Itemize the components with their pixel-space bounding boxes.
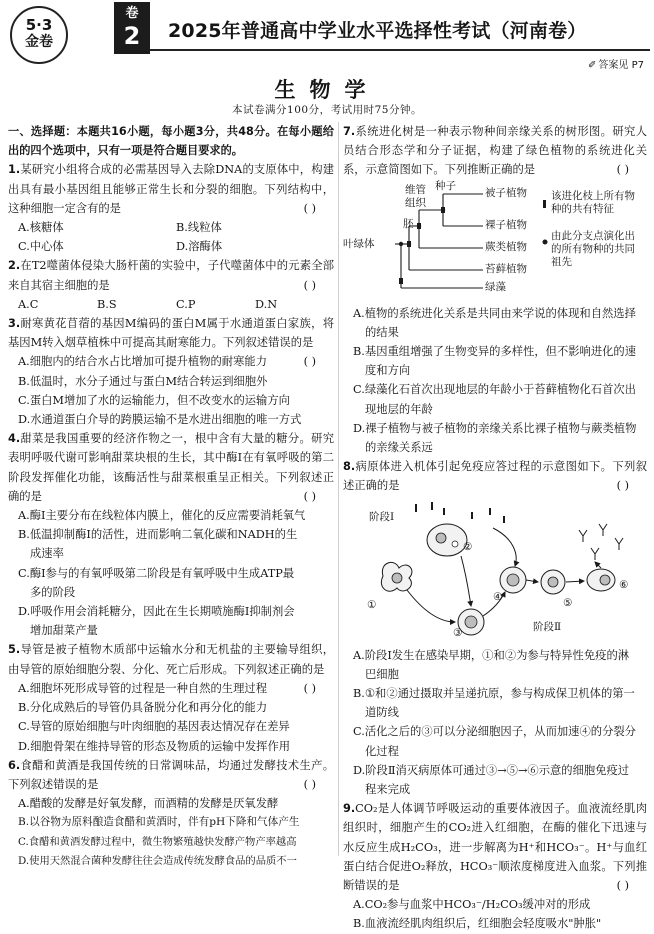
cell-4-label: ④ bbox=[493, 590, 503, 603]
option-b: B.分化成熟后的导管仍具备脱分化和再分化的能力 bbox=[18, 701, 268, 715]
option-a-continued: 巴细胞 bbox=[365, 667, 399, 681]
option-a: A.C bbox=[18, 297, 39, 311]
exam-title: 2025年普通高中学业水平选择性考试（河南卷） bbox=[168, 20, 587, 42]
tree-angiosperm-label: 被子植物 bbox=[485, 186, 527, 199]
option-a: A.核糖体 bbox=[18, 221, 64, 235]
volume-badge bbox=[114, 2, 150, 54]
option-d: D.细胞骨架在维持导管的形态及物质的运输中发挥作用 bbox=[18, 739, 291, 753]
volume-number: 2 bbox=[123, 22, 141, 50]
option-d: D.裸子植物与被子植物的亲缘关系比裸子植物与蕨类植物 bbox=[353, 421, 637, 435]
question-stem: CO₂是人体调节呼吸运动的重要体液因子。血液流经肌肉组织时，细胞产生的CO₂进入红细胞，在酶的催化下迅速与水反应生成H₂CO₃，进一步解离为H⁺和HCO₃⁻。H⁺与血红蛋白结合促进O₂释放，HCO₃⁻顺浓度梯度进入血浆。下列推断错误的是 bbox=[343, 802, 647, 893]
option-a-continued: 的结果 bbox=[365, 325, 399, 339]
option-b: B.以谷物为原料酿造食醋和黄酒时，伴有pH下降和气体产生 bbox=[18, 816, 300, 829]
option-b: B.血液流经肌肉组织后，红细胞会轻度吸水"肿胀" bbox=[353, 917, 602, 931]
options-row bbox=[8, 218, 334, 237]
question-6 bbox=[8, 756, 334, 794]
option-a: A.细胞坏死形成导管的过程是一种自然的生理过程 bbox=[18, 681, 267, 695]
pencil-icon: ✐ bbox=[588, 60, 597, 71]
answer-paren: ( ) bbox=[303, 278, 316, 292]
tree-root-label: 叶绿体 bbox=[343, 237, 375, 250]
question-number: 3. bbox=[8, 317, 21, 331]
question-7 bbox=[343, 122, 647, 180]
stage-1-label: 阶段Ⅰ bbox=[369, 510, 395, 523]
answer-paren: ( ) bbox=[303, 489, 316, 503]
question-stem: 某研究小组将合成的必需基因导入去除DNA的支原体中，构建出具有最小基因组且能够正常生长和分裂的细胞。下列结构中，这种细胞一定含有的是 bbox=[8, 163, 334, 215]
cell-2-label: ② bbox=[463, 540, 473, 553]
answer-paren: ( ) bbox=[303, 681, 316, 695]
question-2 bbox=[8, 256, 334, 294]
question-stem: 病原体进入机体引起免疫应答过程的示意图如下。下列叙述正确的是 bbox=[343, 460, 647, 493]
tree-vascular-label: 维管组织 bbox=[405, 183, 426, 209]
logo-bottom-text: 金卷 bbox=[25, 34, 53, 50]
question-number: 2. bbox=[8, 259, 21, 273]
option-d: D.水通道蛋白介导的跨膜运输不是水进出细胞的唯一方式 bbox=[18, 413, 302, 427]
tree-legend-ancestor: 由此分支点演化出的所有物种的共同祖先 bbox=[551, 229, 635, 268]
option-b: B.线粒体 bbox=[176, 221, 222, 235]
tree-moss-label: 苔藓植物 bbox=[485, 262, 527, 275]
question-stem: 耐寒黄花苜蓿的基因M编码的蛋白M属于水通道蛋白家族，将基因M转入烟草植株中可提高其耐寒能力。下列叙述错误的是 bbox=[8, 317, 334, 350]
option-c: C.蛋白M增加了水的运输能力，但不改变水的运输方向 bbox=[18, 393, 290, 407]
option-c: C.中心体 bbox=[18, 240, 64, 254]
question-9 bbox=[343, 799, 647, 895]
answer-paren: ( ) bbox=[303, 201, 316, 215]
option-d: D.呼吸作用会消耗糖分，因此在生长期喷施酶Ⅰ抑制剂会 bbox=[18, 605, 295, 619]
tree-algae-label: 绿藻 bbox=[485, 280, 506, 293]
question-stem: 导管是被子植物木质部中运输水分和无机盐的主要输导组织，由导管的原始细胞分裂、分化、死亡后形成。下列叙述正确的是 bbox=[8, 643, 334, 676]
exam-note: 本试卷满分100分，考试用时75分钟。 bbox=[232, 104, 422, 116]
option-c-continued: 现地层的年龄 bbox=[365, 402, 433, 416]
header-rule bbox=[150, 49, 650, 51]
cell-1-label: ① bbox=[367, 598, 377, 611]
question-number: 9. bbox=[343, 802, 356, 816]
question-stem: 食醋和黄酒是我国传统的日常调味品，均通过发酵技术生产。下列叙述错误的是 bbox=[8, 758, 334, 791]
option-b-continued: 道防线 bbox=[365, 706, 399, 720]
options-row bbox=[8, 237, 334, 256]
stage-2-label: 阶段Ⅱ bbox=[533, 620, 562, 633]
answer-ref-text: 答案见 P7 bbox=[598, 60, 644, 71]
tree-legend-trait: 该进化枝上所有物种的共有特征 bbox=[551, 189, 635, 215]
question-number: 7. bbox=[343, 125, 356, 138]
left-column bbox=[8, 122, 334, 871]
option-d-continued: 程来完成 bbox=[365, 783, 411, 797]
option-c: C.活化之后的③可以分泌细胞因子，从而加速④的分裂分 bbox=[353, 725, 636, 739]
answer-reference bbox=[588, 56, 644, 71]
option-a: A.酶Ⅰ主要分布在线粒体内膜上，催化的反应需要消耗氧气 bbox=[18, 509, 306, 523]
brand-logo bbox=[10, 6, 68, 64]
question-stem: 在T2噬菌体侵染大肠杆菌的实验中，子代噬菌体中的元素全部来自其宿主细胞的是 bbox=[8, 259, 334, 292]
option-d-continued: 的亲缘关系远 bbox=[365, 441, 433, 455]
option-c: C.绿藻化石首次出现地层的年龄小于苔藓植物化石首次出 bbox=[353, 383, 636, 397]
tree-seed-label: 种子 bbox=[435, 179, 456, 192]
option-a: A.CO₂参与血浆中HCO₃⁻/H₂CO₃缓冲对的形成 bbox=[353, 898, 591, 912]
question-number: 6. bbox=[8, 758, 21, 772]
option-b: B.①和②通过摄取并呈递抗原，参与构成保卫机体的第一 bbox=[353, 687, 635, 701]
question-number: 4. bbox=[8, 432, 21, 446]
answer-paren: ( ) bbox=[616, 163, 629, 177]
cell-6-label: ⑥ bbox=[619, 578, 629, 591]
question-stem: 甜菜是我国重要的经济作物之一，根中含有大量的糖分。研究表明呼吸代谢可影响甜菜块根的生长，其中酶Ⅰ在有氧呼吸的第二阶段发挥催化功能，该酶活性与甜菜根重呈正相关。下列叙述正确的是 bbox=[8, 432, 334, 503]
question-number: 1. bbox=[8, 163, 21, 177]
option-d-continued: 增加甜菜产量 bbox=[30, 624, 98, 638]
cell-5-label: ⑤ bbox=[563, 596, 573, 609]
option-c: C.P bbox=[176, 297, 196, 311]
logo-top-text: 5·3 bbox=[25, 16, 53, 34]
page-header bbox=[0, 0, 654, 70]
option-b: B.S bbox=[97, 297, 117, 311]
trait-marker-root bbox=[399, 278, 403, 284]
option-c-continued: 多的阶段 bbox=[30, 585, 76, 599]
phylogenetic-tree-figure bbox=[343, 179, 647, 300]
immune-response-figure bbox=[343, 498, 647, 642]
question-8 bbox=[343, 457, 647, 495]
question-stem: 系统进化树是一种表示物种间亲缘关系的树形图。研究人员结合形态学和分子证据，构建了绿色植物的系统进化关系，示意简图如下。下列推断正确的是 bbox=[343, 125, 647, 177]
option-b: B.基因重组增强了生物变异的多样性，但不影响进化的速 bbox=[353, 345, 637, 359]
option-b: B.低温时，水分子通过与蛋白M结合转运到细胞外 bbox=[18, 374, 268, 388]
question-number: 8. bbox=[343, 460, 356, 474]
question-number: 5. bbox=[8, 643, 21, 657]
question-4 bbox=[8, 429, 334, 506]
legend-dot-marker bbox=[543, 239, 548, 244]
column-divider bbox=[338, 122, 339, 856]
option-b: B.低温抑制酶Ⅰ的活性，进而影响二氧化碳和NADH的生 bbox=[18, 528, 298, 542]
section-heading: 一、选择题：本题共16小题，每小题3分，共48分。在每小题给出的四个选项中，只有一项是符合题目要求的。 bbox=[8, 125, 334, 158]
answer-paren: ( ) bbox=[616, 479, 629, 493]
option-a: A.醋酸的发酵是好氧发酵，而酒精的发酵是厌氧发酵 bbox=[18, 797, 279, 811]
answer-paren: ( ) bbox=[303, 777, 316, 791]
option-d: D.阶段Ⅱ消灭病原体可通过③→⑤→⑥示意的细胞免疫过 bbox=[353, 763, 630, 777]
tree-gymnosperm-label: 裸子植物 bbox=[485, 218, 527, 231]
option-a: A.植物的系统进化关系是共同由来学说的体现和自然选择 bbox=[353, 306, 636, 320]
option-c: C.导管的原始细胞与叶肉细胞的基因表达情况存在差异 bbox=[18, 720, 290, 734]
option-b-continued: 度和方向 bbox=[365, 364, 411, 378]
tree-embryo-label: 胚 bbox=[403, 217, 414, 230]
subject-title: 生物学 bbox=[274, 78, 380, 102]
options-row bbox=[8, 295, 334, 314]
legend-bar-marker bbox=[543, 200, 546, 208]
option-c-continued: 化过程 bbox=[365, 744, 399, 758]
option-b-continued: 成速率 bbox=[30, 547, 64, 561]
option-c: C.食醋和黄酒发酵过程中，微生物繁殖越快发酵产物产率越高 bbox=[18, 835, 297, 848]
option-a: A.细胞内的结合水占比增加可提升植物的耐寒能力 bbox=[18, 355, 267, 369]
option-d: D.使用天然混合菌种发酵往往会造成传统发酵食品的品质不一 bbox=[18, 854, 297, 867]
option-c: C.酶Ⅰ参与的有氧呼吸第二阶段是有氧呼吸中生成ATP最 bbox=[18, 566, 295, 580]
option-d: D.N bbox=[255, 297, 278, 311]
answer-paren: ( ) bbox=[616, 879, 629, 893]
cell-3-label: ③ bbox=[453, 626, 463, 639]
volume-label: 卷 bbox=[125, 6, 139, 21]
option-a: A.阶段Ⅰ发生在感染早期，①和②为参与特异性免疫的淋 bbox=[353, 648, 630, 662]
option-d: D.溶酶体 bbox=[176, 240, 223, 254]
answer-paren: ( ) bbox=[303, 355, 316, 369]
tree-fern-label: 蕨类植物 bbox=[485, 240, 527, 253]
right-column bbox=[343, 122, 647, 934]
question-1 bbox=[8, 160, 334, 218]
